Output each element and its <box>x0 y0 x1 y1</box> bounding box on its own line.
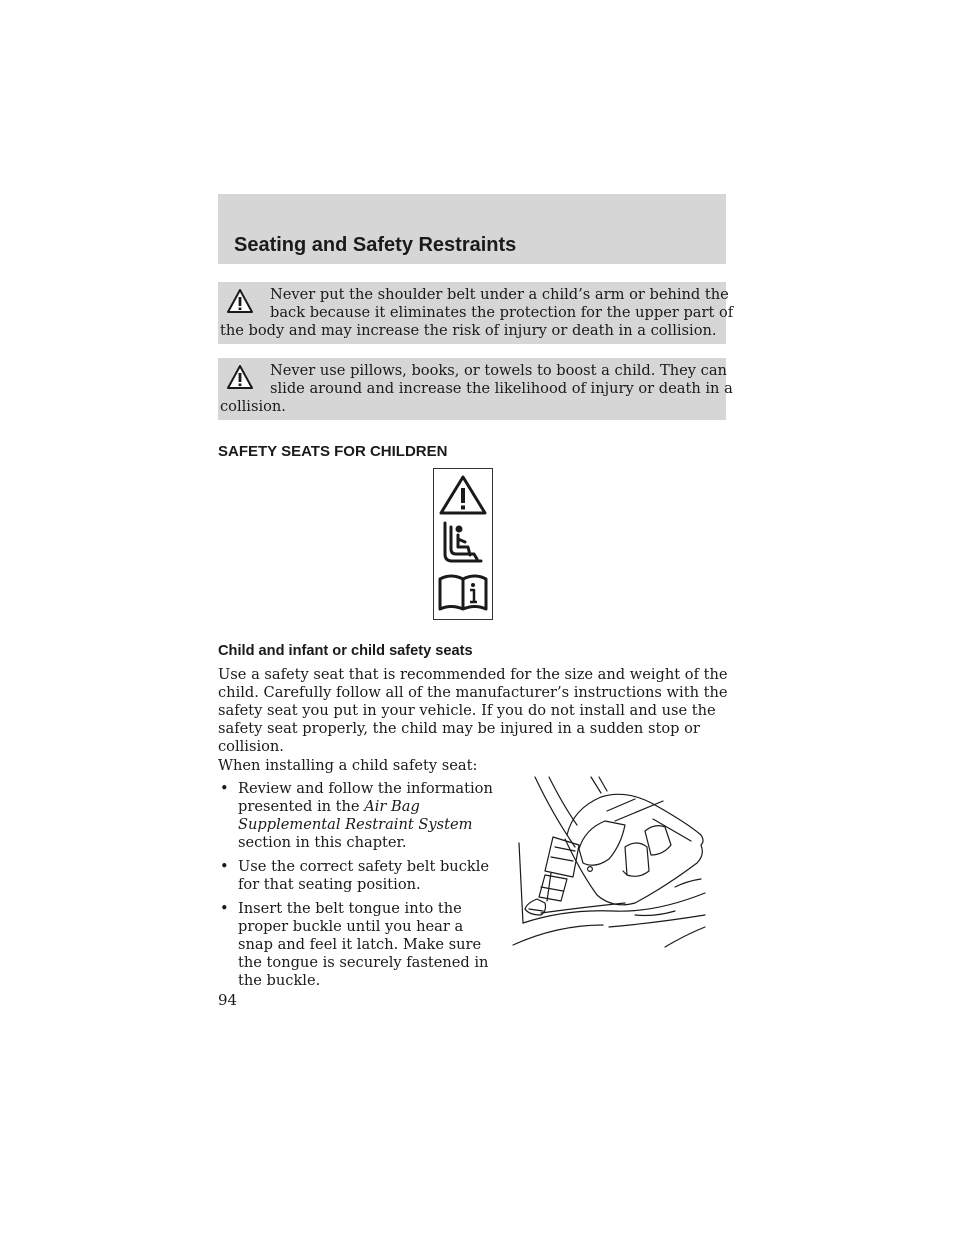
bullet-dot: • <box>220 900 229 917</box>
text-line: Use the correct safety belt buckle <box>238 858 490 875</box>
warning-line: slide around and increase the likelihood of injury or death in a <box>270 380 733 397</box>
text-line: Insert the belt tongue into the <box>238 900 462 917</box>
section-title: Seating and Safety Restraints <box>234 234 517 256</box>
warning-box-2 <box>218 358 733 420</box>
text-line: Use a safety seat that is recommended for the size and weight of the <box>218 666 728 683</box>
owner-manual-icon <box>440 576 486 609</box>
warning-icon <box>226 364 254 390</box>
warning-line: the body and may increase the risk of injury or death in a collision. <box>220 322 717 339</box>
bullet-dot: • <box>220 858 229 875</box>
warning-line: Never use pillows, books, or towels to boost a child. They can <box>270 362 727 379</box>
text-line: safety seat you put in your vehicle. If you do not install and use the <box>218 702 716 719</box>
list-item <box>218 858 493 894</box>
text-line: the tongue is securely fastened in <box>238 954 489 971</box>
text-line: proper buckle until you hear a <box>238 918 464 935</box>
section-heading: SAFETY SEATS FOR CHILDREN <box>218 443 448 460</box>
text-line <box>238 798 493 816</box>
bullet-dot: • <box>220 780 229 797</box>
italic-reference: Air Bag <box>364 798 420 815</box>
warning-line: back because it eliminates the protection for the upper part of <box>270 304 734 321</box>
warning-box-1 <box>218 282 734 344</box>
text-line: the buckle. <box>238 972 321 989</box>
bullet-list <box>218 780 493 996</box>
text-line: for that seating position. <box>238 876 421 893</box>
text-line: When installing a child safety seat: <box>218 757 478 774</box>
warning-icon <box>226 288 254 314</box>
text-span: presented in the <box>238 798 365 815</box>
text-line: section in this chapter. <box>238 834 407 851</box>
text-line: safety seat properly, the child may be injured in a sudden stop or <box>218 720 700 737</box>
text-line: snap and feel it latch. Make sure <box>238 936 482 953</box>
warning-line: Never put the shoulder belt under a child’s arm or behind the <box>270 286 729 303</box>
paragraph-instructions <box>218 666 728 756</box>
warning-line: collision. <box>220 398 286 415</box>
list-item <box>218 780 493 852</box>
icon-panel-graphics <box>434 469 492 619</box>
safety-icon-panel <box>433 468 493 620</box>
text-line: collision. <box>218 738 284 755</box>
italic-reference: Supplemental Restraint System <box>238 816 473 833</box>
paragraph-installing <box>218 757 477 775</box>
child-seat-icon <box>445 523 481 561</box>
seat-belt-buckle-illustration <box>505 775 715 955</box>
page-number: 94 <box>218 991 238 1009</box>
text-line: Review and follow the information <box>238 780 493 797</box>
subheading: Child and infant or child safety seats <box>218 643 473 659</box>
warning-icon <box>441 477 485 513</box>
section-header <box>218 194 726 264</box>
list-item <box>218 900 493 990</box>
text-line: child. Carefully follow all of the manufacturer’s instructions with the <box>218 684 728 701</box>
